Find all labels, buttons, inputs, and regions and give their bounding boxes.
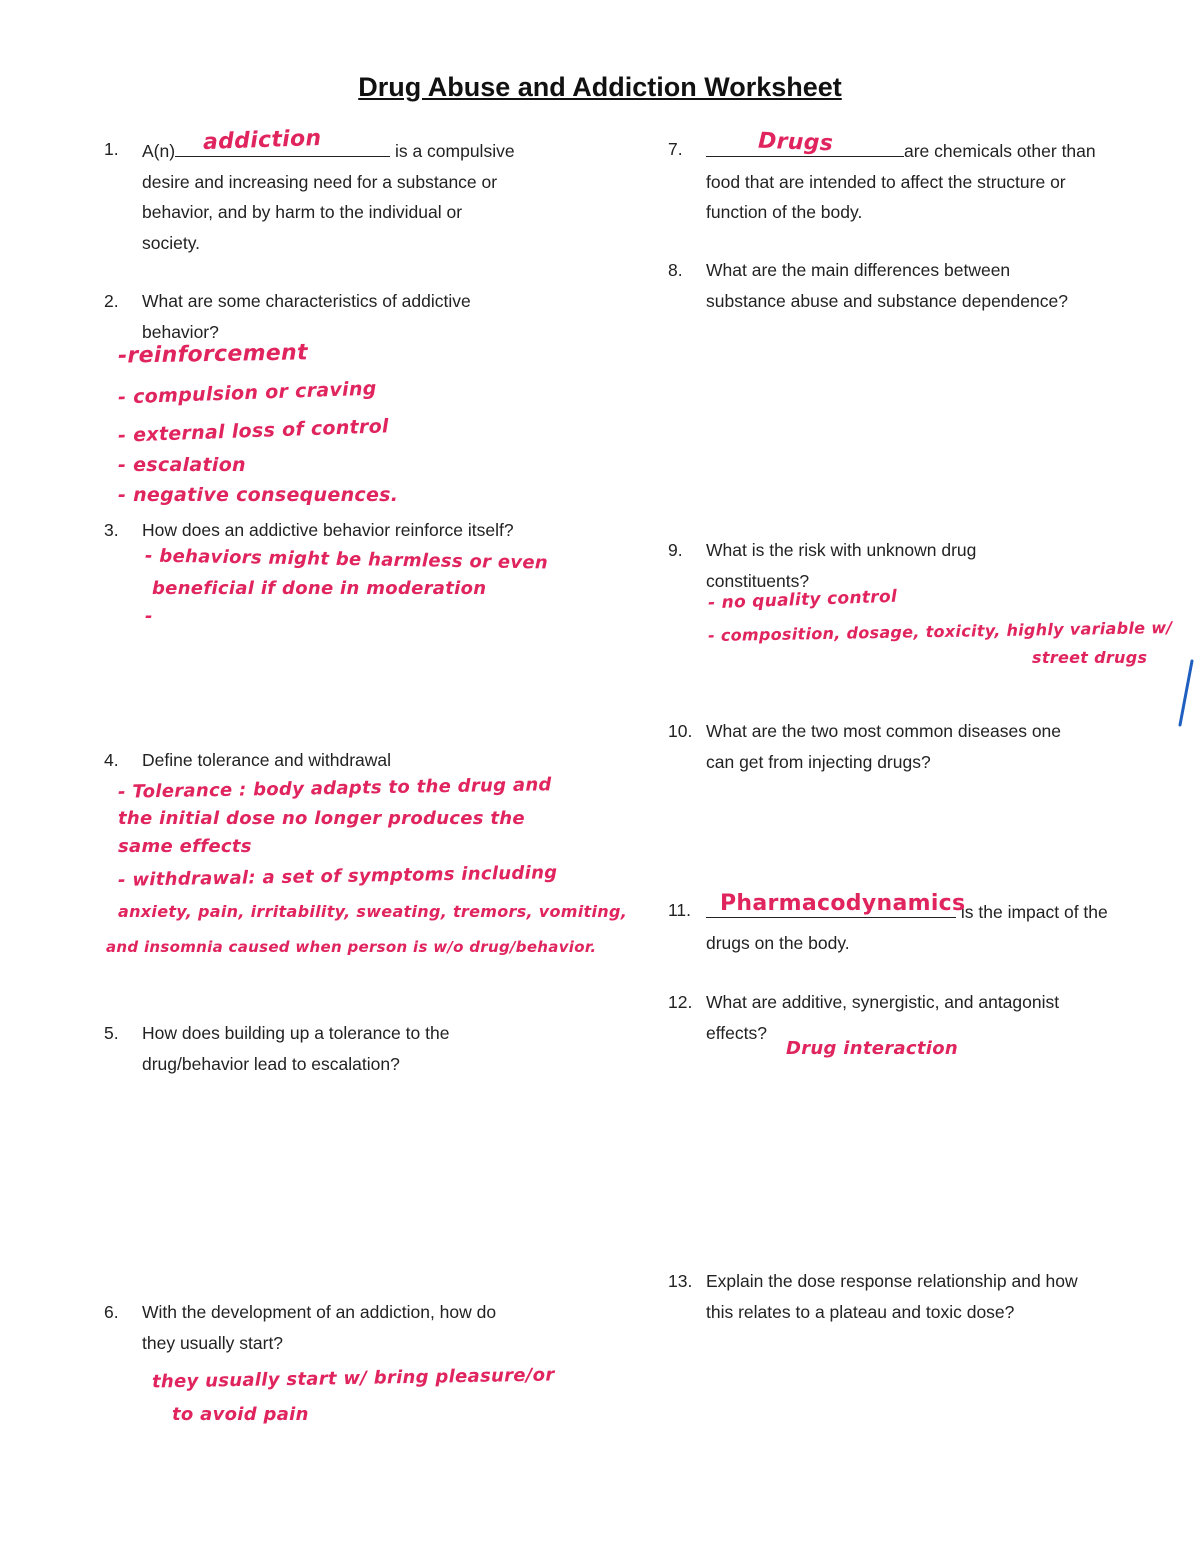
question-text: How does building up a tolerance to the [142,1023,450,1043]
handwritten-note: street drugs [1032,648,1148,667]
question-text: behavior? [142,321,219,342]
question-number: 11. [668,900,692,920]
question-number: 3. [104,520,119,540]
handwritten-answer: Drugs [757,128,834,156]
handwritten-answer: Pharmacodynamics [720,890,966,916]
handwritten-note: Drug interaction [786,1038,959,1059]
question-text: What are the two most common diseases one [706,721,1062,741]
question-text: this relates to a plateau and toxic dose? [706,1301,1015,1322]
handwritten-answer: addiction [202,125,322,155]
question-text: A(n) [142,141,176,161]
question-text: desire and increasing need for a substance or [142,171,498,192]
answer-blank[interactable] [175,125,390,157]
question-6 [104,1297,584,1359]
question-text: society. [142,232,201,253]
question-text: With the development of an addiction, how do [142,1302,497,1322]
question-number: 8. [668,260,683,280]
handwritten-note: - [145,606,153,627]
question-number: 2. [104,291,119,311]
question-13 [668,1266,1158,1328]
question-text: food that are intended to affect the structure or [706,171,1066,192]
handwritten-note: - compulsion or craving [117,377,377,409]
question-text: What are the main differences between [706,260,1011,280]
question-text: drug/behavior lead to escalation? [142,1053,400,1074]
question-text: What is the risk with unknown drug [706,540,977,560]
handwritten-note: the initial dose no longer produces the [118,808,525,829]
question-number: 10. [668,721,693,741]
question-number: 5. [104,1023,119,1043]
question-text: effects? [706,1022,767,1043]
question-number: 13. [668,1271,693,1291]
question-number: 6. [104,1302,119,1322]
answer-blank[interactable] [706,128,904,157]
question-text: they usually start? [142,1332,284,1353]
question-11 [668,890,1158,957]
handwritten-note: to avoid pain [172,1404,309,1425]
handwritten-note: they usually start w/ bring pleasure/or [151,1364,555,1393]
question-text: is the impact of the [960,902,1108,922]
question-1 [104,125,584,258]
question-text: can get from injecting drugs? [706,751,931,772]
question-5 [104,1018,584,1080]
handwritten-note: - behaviors might be harmless or even [144,545,549,574]
handwritten-note: same effects [118,836,252,857]
question-text: are chemicals other than [904,141,1096,161]
handwritten-note: - external loss of control [117,415,390,447]
handwritten-note: - negative consequences. [118,484,399,506]
question-text: What are additive, synergistic, and antagonist [706,992,1060,1012]
question-text: Explain the dose response relationship and how [706,1271,1078,1291]
question-text: substance abuse and substance dependence? [706,290,1068,311]
question-number: 7. [668,139,683,159]
question-text: behavior, and by harm to the individual or [142,202,463,222]
worksheet-title: Drug Abuse and Addiction Worksheet [358,72,842,102]
handwritten-note: - withdrawal: a set of symptoms including [117,862,558,891]
question-text: drugs on the body. [706,932,850,953]
handwritten-note: - Tolerance : body adapts to the drug and [117,774,552,803]
question-text: How does an addictive behavior reinforce itself? [142,520,514,540]
handwritten-note: and insomnia caused when person is w/o drug/behavior. [106,938,597,956]
handwritten-note: - composition, dosage, toxicity, highly variable w/ [707,617,1173,646]
handwritten-note: -reinforcement [117,340,309,369]
question-text: What are some characteristics of addictive [142,291,471,311]
answer-blank[interactable] [706,890,966,918]
question-number: 4. [104,750,119,770]
question-text: function of the body. [706,202,863,222]
question-number: 1. [104,139,119,159]
question-10 [668,716,1158,778]
question-8 [668,255,1158,317]
question-2 [104,286,584,348]
question-9 [668,535,1158,597]
handwritten-note: anxiety, pain, irritability, sweating, tremors, vomiting, [118,902,628,921]
question-text: constituents? [706,570,810,591]
question-text: Define tolerance and withdrawal [142,750,392,770]
question-text: is a compulsive [394,141,515,161]
question-4 [104,745,584,776]
pen-stroke-mark [1170,655,1200,735]
handwritten-note: beneficial if done in moderation [152,578,487,599]
question-3 [104,515,584,546]
handwritten-note: - no quality control [707,586,898,614]
question-7 [668,128,1158,227]
handwritten-note: - escalation [118,454,246,476]
question-number: 9. [668,540,683,560]
question-number: 12. [668,992,693,1012]
